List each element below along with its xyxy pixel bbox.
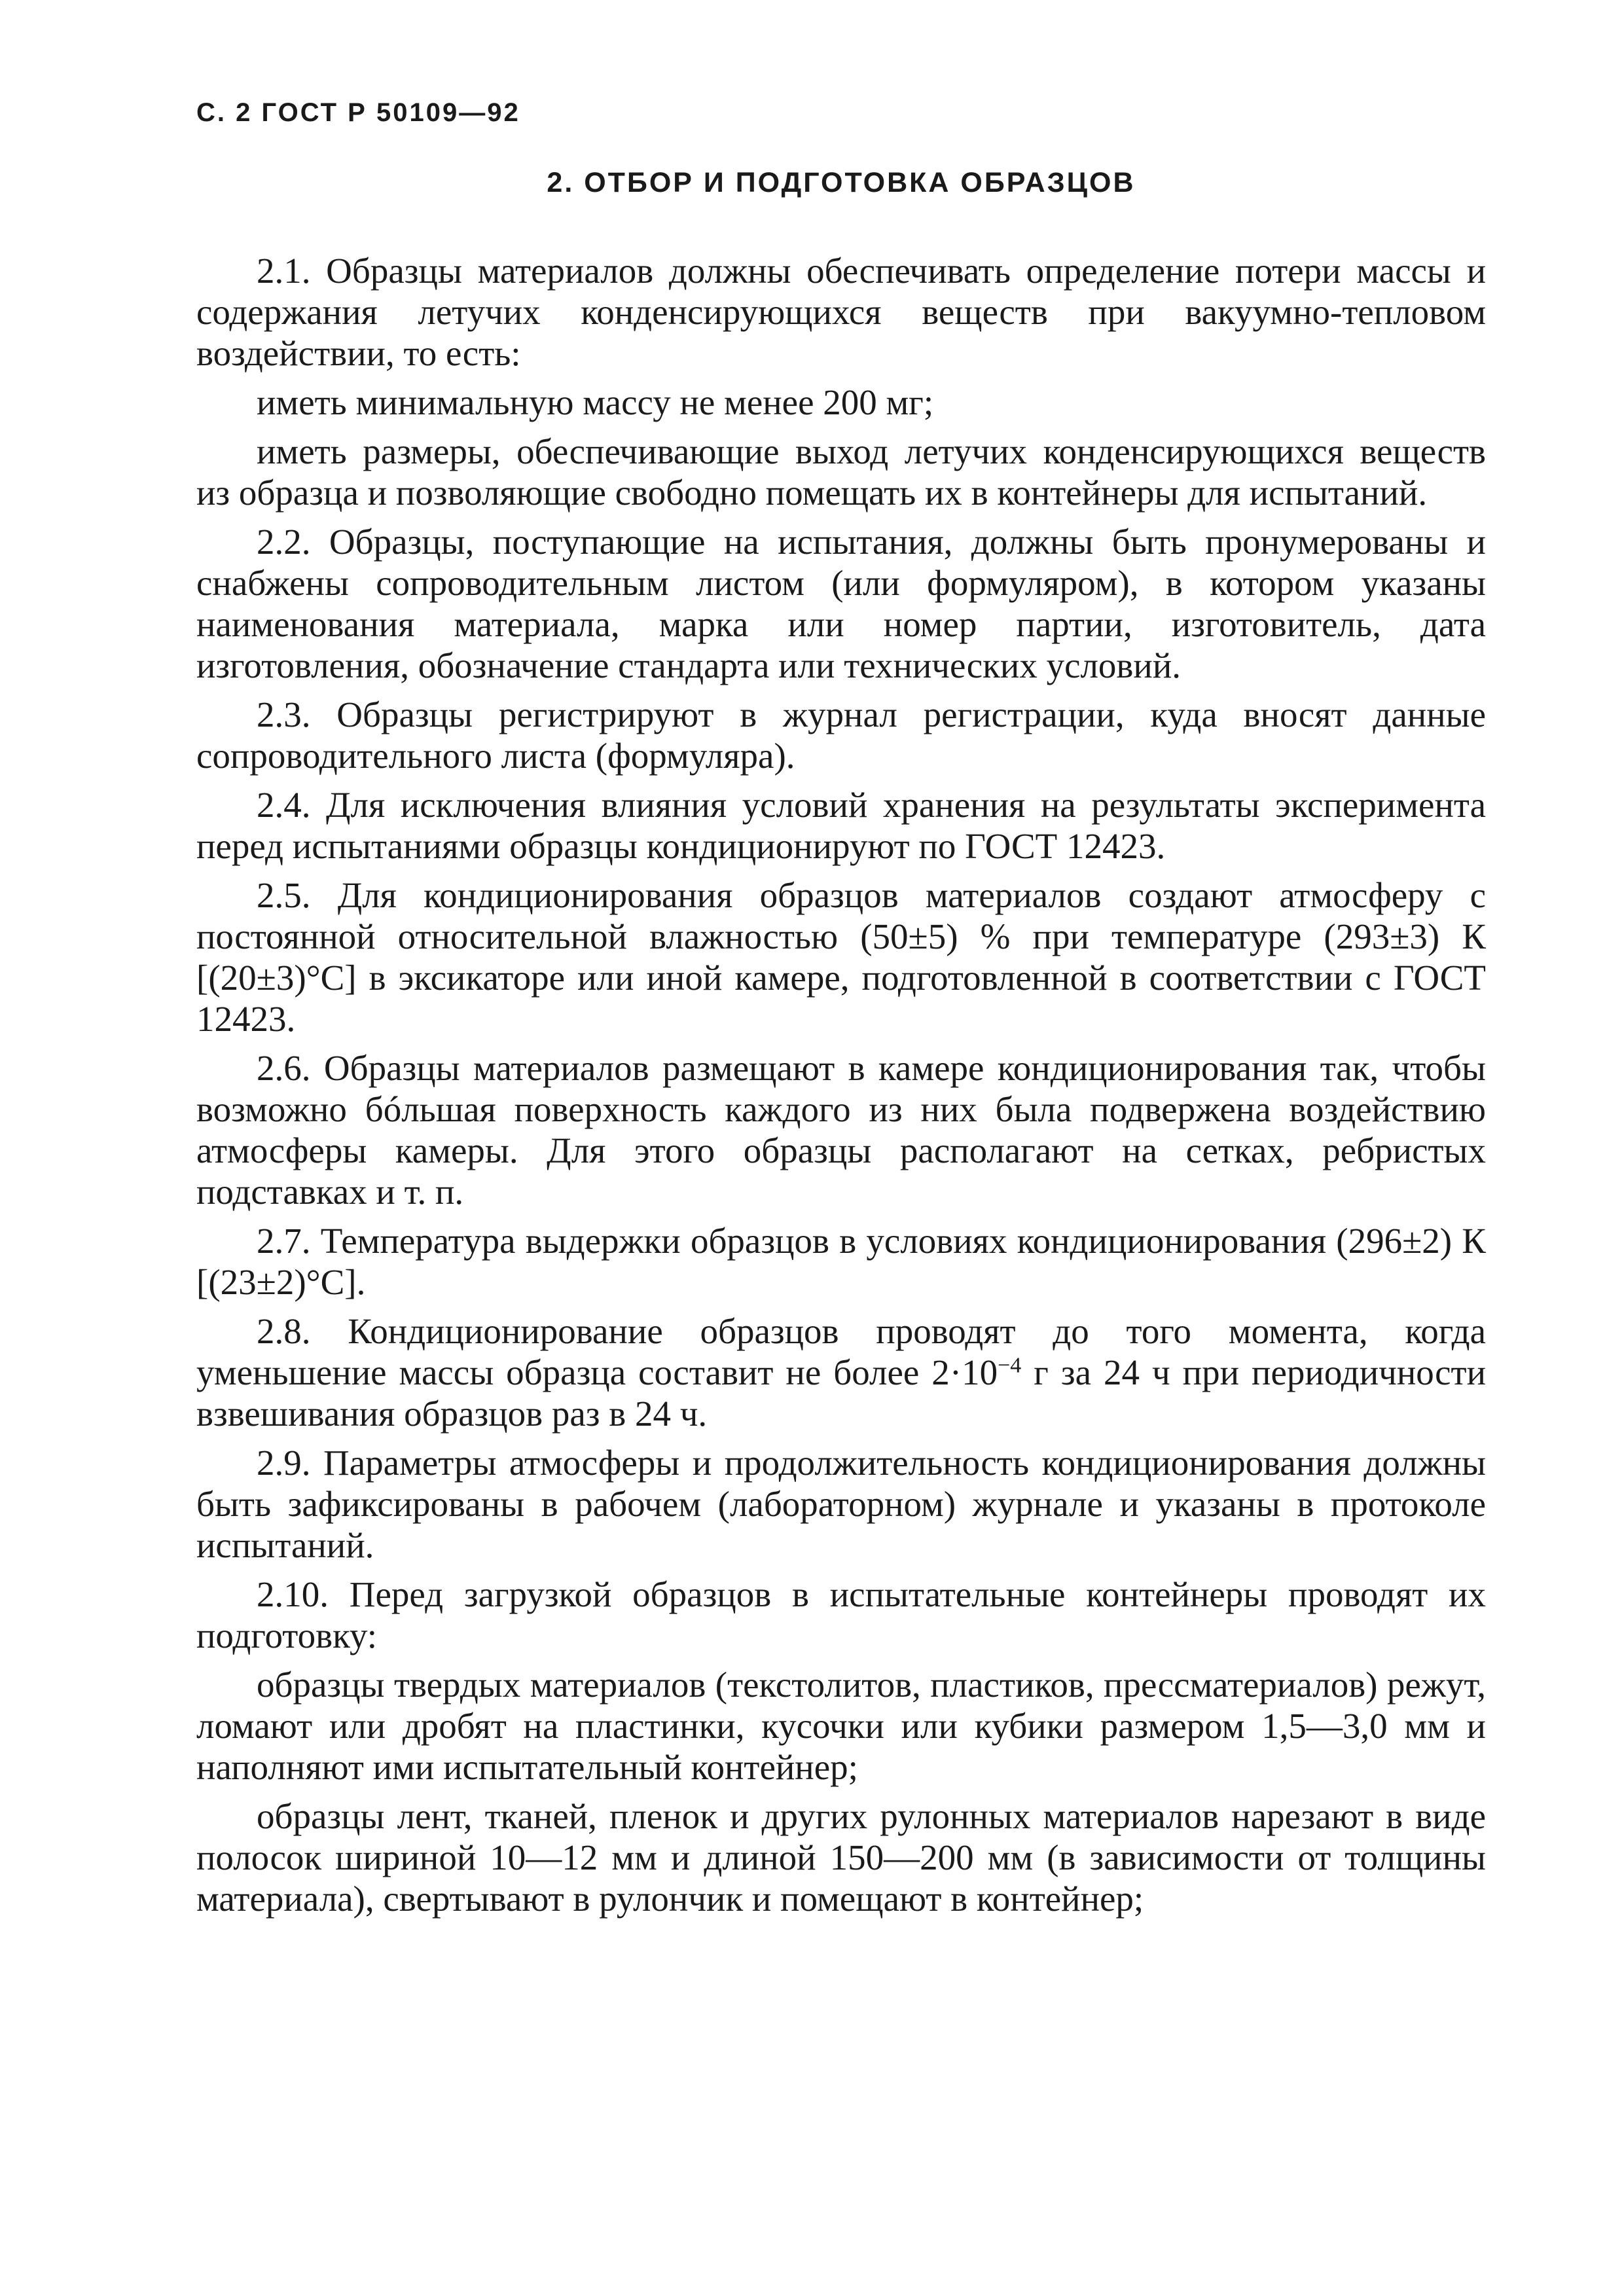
paragraph-2-1: 2.1. Образцы материалов должны обеспечивать определение потери массы и содержания летучих конденсирующихся веществ при вакуумно-тепловом воздействии, то есть:	[196, 251, 1486, 373]
paragraph-2-7: 2.7. Температура выдержки образцов в условиях кондиционирования (296±2) К [(23±2)°С].	[196, 1221, 1486, 1302]
running-header: С. 2 ГОСТ Р 50109—92	[196, 98, 520, 127]
paragraph-2-8-text-start: 2.8. Кондиционирование образцов проводят до того момента, когда уменьшение массы образца составит не более 2·10	[196, 1311, 1486, 1392]
paragraph-2-1-item-size: иметь размеры, обеспечивающие выход летучих конденсирующихся веществ из образца и позволяющие свободно помещать их в контейнеры для испытаний.	[196, 431, 1486, 513]
paragraph-2-3: 2.3. Образцы регистрируют в журнал регистрации, куда вносят данные сопроводительного листа (формуляра).	[196, 695, 1486, 776]
paragraph-2-9: 2.9. Параметры атмосферы и продолжительность кондиционирования должны быть зафиксированы в рабочем (лабораторном) журнале и указаны в протоколе испытаний.	[196, 1443, 1486, 1565]
section-title: 2. ОТБОР И ПОДГОТОВКА ОБРАЗЦОВ	[547, 167, 1136, 198]
paragraph-2-10-item-tape: образцы лент, тканей, пленок и других рулонных материалов нарезают в виде полосок шириной 10—12 мм и длиной 150—200 мм (в зависимости от толщины материала), свертывают в рулончик и помещают в контейнер;	[196, 1796, 1486, 1919]
exponent-superscript: −4	[998, 1353, 1022, 1378]
document-page	[196, 98, 1486, 1927]
paragraph-2-8	[196, 1310, 1486, 1434]
paragraph-2-1-item-mass: иметь минимальную массу не менее 200 мг;	[257, 382, 934, 422]
paragraph-2-6: 2.6. Образцы материалов размещают в камере кондиционирования так, чтобы возможно бóльшая поверхность каждого из них была подвержена воздействию атмосферы камеры. Для этого образцы располагают на сетках, ребристых подставках и т. п.	[196, 1048, 1486, 1212]
paragraph-2-5: 2.5. Для кондиционирования образцов материалов создают атмосферу с постоянной относительной влажностью (50±5) % при температуре (293±3) К [(20±3)°С] в эксикаторе или иной камере, подготовленной в соответствии с ГОСТ 12423.	[196, 875, 1486, 1039]
paragraph-2-10-item-solid: образцы твердых материалов (текстолитов, пластиков, прессматериалов) режут, ломают или дробят на пластинки, кусочки или кубики размером 1,5—3,0 мм и наполняют ими испытательный контейнер;	[196, 1665, 1486, 1787]
paragraph-2-4: 2.4. Для исключения влияния условий хранения на результаты эксперимента перед испытаниями образцы кондиционируют по ГОСТ 12423.	[196, 785, 1486, 866]
paragraph-2-2: 2.2. Образцы, поступающие на испытания, должны быть пронумерованы и снабжены сопроводительным листом (или формуляром), в котором указаны наименования материала, марка или номер партии, изготовитель, дата изготовления, обозначение стандарта или технических условий.	[196, 522, 1486, 685]
paragraph-2-10: 2.10. Перед загрузкой образцов в испытательные контейнеры проводят их подготовку:	[196, 1574, 1486, 1655]
paragraph-2-8-text-end: г за 24 ч при периодичности взвешивания образцов раз в 24 ч.	[196, 1352, 1487, 1434]
